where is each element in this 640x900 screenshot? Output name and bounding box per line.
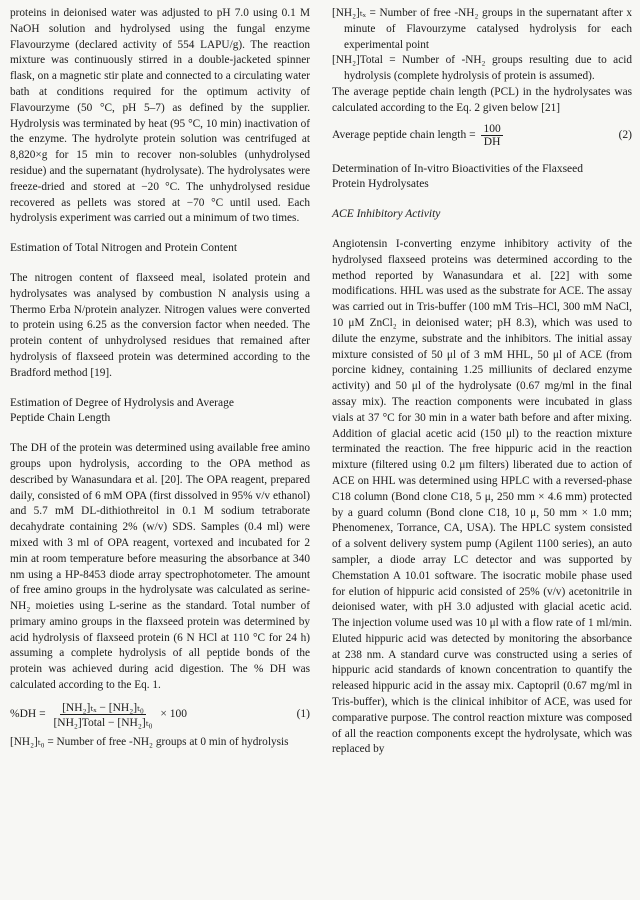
- equation-1-denominator: [NH₂]Total − [NH₂]ₜ₀: [53, 716, 153, 729]
- paragraph-dh-method: The DH of the protein was determined using available free amino groups upon hydrolysis, according to the OPA method as described by Wanasundara et al. [20]. The OPA reagent, prepared daily, consisted of 6 mM OPA (first dissolved in 95% v/v ethanol) and 5.7 mM DL-dithiothreitol in 0.1 M sodium tetraborate decahydrate containing 2% (w/v) SDS. Samples (0.4 ml) were mixed with 3 ml of OPA reagent, vortexed and incubated for 2 min at room temperature before measuring the absorbance at 340 nm using a HP-8453 diode array spectrophotometer. The amount of free amino groups in the hydrolysate was calculated as serine-NH₂ moieties using L-serine as the standard. Total number of primary amino groups in the flaxseed protein was determined by acid hydrolysis of flaxseed protein (6 N HCl at 110 °C for 24 h) assuming a complete hydrolysis of all peptide bonds of the protein was achieved during acid digestion. The % DH was calculated according to the Eq. 1.: [10, 442, 310, 692]
- equation-2-numerator: 100: [483, 122, 501, 135]
- equation-2: [332, 123, 632, 148]
- heading-line-2: Protein Hydrolysates: [332, 178, 429, 191]
- paragraph-peptide-chain-length: The average peptide chain length (PCL) in the hydrolysates was calculated according to the Eq. 2 given below [21]: [332, 85, 632, 114]
- equation-2-number: (2): [618, 129, 632, 142]
- paragraph-ace-assay: Angiotensin I-converting enzyme inhibitory activity of the hydrolysed flaxseed proteins was determined according to the method reported by Wanasundara et al. [22] with some modifications. HHL was used as the substrate for ACE. The assay was carried out in Tris-buffer (100 mM Tris–HCl, 300 mM NaCl, 10 μM ZnCl₂ in deionised water; pH 8.3), which was used to dilute the enzyme, substrate and the inhibitors. The initial assay mixture consisted of 50 μl of 3 mM HHL, 50 μl of ACE (from porcine kidney, containing 1.25 milliunits of declared enzyme activity) and 50 μl of the hydrolysate (0.67 mg/ml in the final assay mix). The reaction components were incubated in glass vials at 37 °C for 30 min in a water bath before and after mixing. Addition of glacial acetic acid (150 μl) to the reaction mixture terminated the reaction. The free hippuric acid in the reaction mixture (filtered using 0.2 μm filters) liberated due to action of ACE on HHL was determined using HPLC with a reversed-phase C18 column (Bond clone C18, 5 μ, 250 mm × 4.6 mm) protected by a guard column (Bond clone C18, 10 μ, 50 mm × 1.0 mm; Phenomenex, Torrance, CA, USA). The HPLC system consisted of a solvent delivery system pump (Agilent 1100 series), an auto sampler, a diode array LC detector and was supported by Chemstation A 10.01 software. The isocratic mobile phase used for elution of hippuric acid consisted of 25% (v/v) acetonitrile in deionised water, with pH 3.0 adjusted with glacial acetic acid. The injection volume used was 10 μl with a flow rate of 1 ml/min. Eluted hippuric acid was detected by monitoring the absorbance at 238 nm. A standard curve was constructed using a series of hippuric acid standards of known concentration to quantify the released hippuric acid in the assay mix. Captopril (0.67 mg/ml in Tris-buffer), which is the clinical inhibitor of ACE, was used for comparative purpose. The control reaction mixture was composed of all the reaction components except the hydrolysate, which was replaced by: [332, 237, 632, 756]
- section-heading-nitrogen: Estimation of Total Nitrogen and Protein Content: [10, 242, 238, 255]
- definition-nh2-tx: [NH₂]ₜₓ = Number of free -NH₂ groups in the supernatant after x minute of Flavourzyme catalysed hydrolysis for each experimental point: [332, 7, 632, 51]
- equation-2-fraction: [481, 123, 502, 148]
- paragraph-nitrogen-content: The nitrogen content of flaxseed meal, isolated protein and hydrolysates was analysed by combustion N analysis using a Thermo Erba N/protein analyzer. Nitrogen values were converted to protein using 6.25 as the conversion factor when needed. The protein content of unhydrolysed residues that remained after hydrolysis of flaxseed protein was determined according to the Bradford method [19].: [10, 271, 310, 379]
- equation-1: [10, 700, 310, 729]
- heading-line-2: Peptide Chain Length: [10, 412, 111, 425]
- equation-1-numerator: [NH₂]ₜₓ − [NH₂]ₜ₀: [62, 701, 144, 714]
- equation-1-rhs: × 100: [160, 708, 188, 721]
- definition-nh2-t0: [NH₂]ₜ₀ = Number of free -NH₂ groups at 0 min of hydrolysis: [10, 735, 289, 748]
- section-heading-bioactivities: [332, 162, 632, 194]
- definition-nh2-total: [NH₂]Total = Number of -NH₂ groups resulting due to acid hydrolysis (complete hydrolysis of protein is assumed).: [332, 54, 632, 83]
- left-column: [10, 6, 310, 751]
- equation-2-lhs: Average peptide chain length =: [332, 128, 476, 141]
- heading-line-1: Estimation of Degree of Hydrolysis and Average: [10, 396, 234, 409]
- right-column: [332, 6, 632, 758]
- heading-line-1: Determination of In-vitro Bioactivities of the Flaxseed: [332, 162, 584, 175]
- equation-1-number: (1): [296, 708, 310, 721]
- equation-2-denominator: DH: [483, 135, 501, 148]
- equation-1-lhs: %DH =: [10, 708, 46, 721]
- subsection-heading-ace: ACE Inhibitory Activity: [332, 208, 441, 221]
- section-heading-degree-of-hydrolysis: [10, 396, 310, 428]
- equation-1-fraction: [51, 700, 154, 729]
- paragraph-hydrolysis-procedure: proteins in deionised water was adjusted to pH 7.0 using 0.1 M NaOH solution and hydrolysed using the fungal enzyme Flavourzyme (declared activity of 554 LAPU/g). The reaction mixture was continuously stirred in a double-jacketed spinner flask, on a magnetic stir plate and connected to a circulating water bath at conditions required for the optimum activity of Flavourzyme (50 °C, pH 5–7) as defined by the supplier. Hydrolysis was terminated by heat (95 °C, 10 min) inactivation of the enzyme. The hydrolyte protein solution was centrifuged at 8,820×g for 15 min to recover non-solubles (unhydrolysed residue) and the supernatant (hydrolysate). The hydrolysates were freeze-dried and stored at −20 °C. The unhydrolysed residue recovered as pellets was stored at −70 °C until used. Each hydrolysis experiment was carried out a minimum of two times.: [10, 7, 310, 225]
